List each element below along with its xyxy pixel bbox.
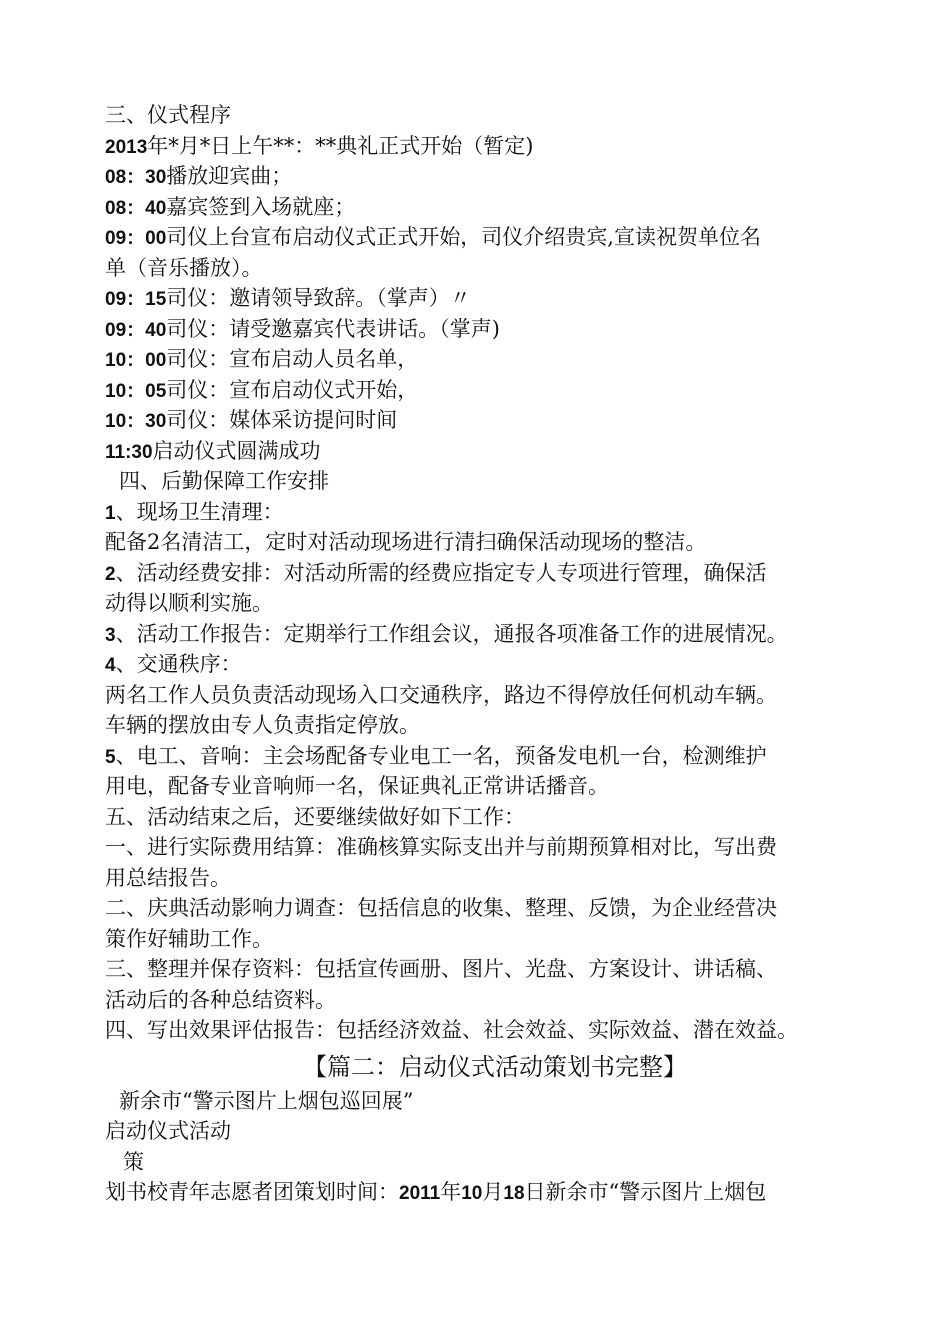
line-text: 、现场卫生清理：: [115, 499, 284, 524]
line-number: 2013: [105, 136, 148, 158]
line-text: 、交通秩序：: [115, 652, 242, 676]
section-heading: 【篇二：启动仪式活动策划书完整】: [303, 1052, 687, 1081]
text-line: [105, 863, 885, 894]
text-line: [105, 344, 885, 375]
text-line: [105, 619, 885, 650]
line-text: 司仪：宣布启动人员名单，: [166, 347, 419, 371]
line-text: 单（音乐播放）。: [105, 255, 263, 280]
line-text: 车辆的摆放由专人负责指定停放。: [105, 713, 420, 737]
text-line: [105, 314, 885, 345]
line-text: 三、仪式程序: [105, 103, 231, 127]
line-number: 3: [105, 624, 116, 646]
text-line: [105, 893, 885, 924]
line-text: 两名工作人员负责活动现场入口交通秩序，路边不得停放任何机动车辆。: [105, 682, 777, 707]
line-text: 四、写出效果评估报告：包括经济效益、社会效益、实际效益、潜在效益。: [105, 1018, 798, 1042]
line-text: 划书校青年志愿者团策划时间：: [105, 1180, 399, 1204]
line-text: 、活动工作报告：定期举行工作组会议，通报各项准备工作的进展情况。: [115, 621, 788, 646]
text-line: [105, 436, 885, 467]
line-text: 嘉宾签到入场就座；: [166, 194, 356, 219]
text-line: [105, 710, 885, 741]
line-number: 18: [503, 1183, 525, 1204]
line-text: 、电工、音响：主会场配备专业电工一名，预备发电机一台，检测维护: [115, 743, 767, 768]
line-text: 月: [482, 1180, 504, 1204]
line-text: 策作好辅助工作。: [105, 926, 273, 951]
line-number: 09：15: [105, 289, 167, 310]
line-text: 司仪：媒体采访提问时间: [166, 408, 398, 432]
line-text: 司仪上台宣布启动仪式正式开始，司仪介绍贵宾,宣读祝贺单位名: [166, 225, 761, 249]
text-line: [105, 741, 885, 772]
text-line: [105, 161, 885, 192]
text-line: [105, 283, 885, 314]
line-text: 四、后勤保障工作安排: [119, 469, 329, 493]
line-text: 三、整理并保存资料：包括宣传画册、图片、光盘、方案设计、讲话稿、: [105, 957, 777, 981]
line-text: 用电，配备专业音响师一名，保证典礼正常讲话播音。: [105, 774, 609, 798]
line-text: 新余市“警示图片上烟包巡回展”: [119, 1088, 414, 1113]
line-text: 日新余市“警示图片上烟包: [524, 1180, 767, 1204]
text-line: [105, 588, 885, 619]
second-document-section: [105, 1086, 885, 1208]
line-number: 10：30: [105, 411, 167, 432]
text-line: [105, 832, 885, 863]
line-text: 播放迎宾曲；: [166, 164, 293, 188]
text-line: [105, 497, 885, 528]
text-line: [105, 985, 885, 1016]
line-text: 二、庆典活动影响力调查：包括信息的收集、整理、反馈，为企业经营决: [105, 896, 777, 920]
text-line: [105, 924, 885, 955]
line-text: 启动仪式活动: [105, 1119, 231, 1143]
text-line: [105, 131, 885, 162]
line-number: 10: [461, 1183, 483, 1204]
text-line: [105, 954, 885, 985]
program-section: [105, 100, 885, 1046]
line-number: 08：30: [105, 167, 167, 188]
line-text: 动得以顺利实施。: [105, 591, 273, 615]
line-number: 1: [105, 502, 116, 524]
line-text: 配备2名清洁工，定时对活动现场进行清扫确保活动现场的整洁。: [105, 530, 707, 554]
line-number: 5: [105, 746, 116, 768]
text-line: [105, 1147, 885, 1178]
line-number: 10：05: [105, 380, 167, 402]
text-line: [105, 222, 885, 253]
text-line: [105, 771, 885, 802]
text-line: [105, 1116, 885, 1147]
text-line: [105, 1015, 885, 1046]
text-line: [105, 466, 885, 497]
text-line: [105, 802, 885, 833]
text-line: [105, 558, 885, 589]
text-line: [105, 100, 885, 131]
line-number: 09：40: [105, 319, 167, 341]
text-line: [105, 1177, 885, 1208]
line-text: 司仪：请受邀嘉宾代表讲话。（掌声): [166, 316, 500, 341]
line-text: 用总结报告。: [105, 865, 231, 890]
text-line: [105, 253, 885, 284]
text-line: [105, 1086, 885, 1117]
document-page: [105, 100, 885, 1208]
text-line: [105, 192, 885, 223]
line-text: 活动后的各种总结资料。: [105, 987, 336, 1012]
line-text: 、活动经费安排：对活动所需的经费应指定专人专项进行管理，确保活: [115, 560, 767, 585]
text-line: [105, 680, 885, 711]
line-number: 09：00: [105, 228, 167, 249]
line-text: 年*月*日上午**：**典礼正式开始（暂定): [147, 133, 534, 158]
line-text: 司仪：宣布启动仪式开始，: [166, 377, 419, 402]
text-line: [105, 649, 885, 680]
line-text: 策: [123, 1149, 144, 1174]
line-number: 2011: [399, 1183, 441, 1204]
line-number: 4: [105, 655, 116, 676]
text-line: [105, 405, 885, 436]
line-text: 一、进行实际费用结算：准确核算实际支出并与前期预算相对比，写出费: [105, 835, 777, 859]
line-number: 11:30: [105, 441, 153, 463]
line-text: 启动仪式圆满成功: [152, 438, 321, 463]
line-text: 年: [440, 1180, 462, 1204]
line-number: 2: [105, 563, 116, 585]
line-text: 司仪：邀请领导致辞。（掌声）〃: [166, 286, 471, 310]
text-line: [105, 527, 885, 558]
line-number: 10：00: [105, 350, 167, 371]
line-text: 五、活动结束之后，还要继续做好如下工作：: [105, 804, 525, 829]
line-number: 08：40: [105, 197, 167, 219]
text-line: [105, 375, 885, 406]
